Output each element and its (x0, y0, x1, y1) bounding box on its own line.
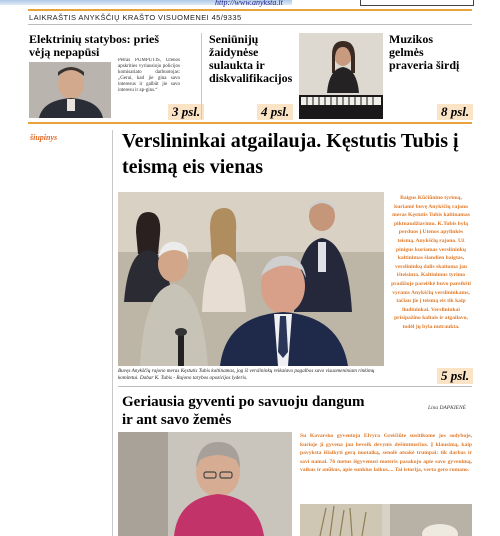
teaser-3-photo (299, 33, 383, 119)
teaser-rule (28, 122, 472, 124)
flowers-graphic (300, 504, 472, 536)
teaser-divider-1 (201, 33, 202, 119)
main-headline[interactable]: Verslininkai atgailauja. Kęstutis Tubis į teismą eis vienas (122, 130, 459, 178)
pianist-graphic (299, 33, 383, 119)
main-photo-caption: Buvęs Anykščių rajono meras Kęstutis Tubis kaltinamas, jog iš verslininkų reikalavo pagalbos savo visuomeniniam rinkimų komitetui. Dabar K. Tubis - Rajono tarybos opozicijos lyderis. (118, 368, 375, 381)
website-url[interactable]: http://www.anyksta.lt (215, 0, 283, 7)
court-scene-graphic (118, 192, 384, 366)
second-author: Lina DAPKIENĖ (428, 405, 467, 411)
teaser-2-page[interactable]: 4 psl. (257, 104, 293, 120)
issue-line: LAIKRAŠTIS ANYKŠČIŲ KRAŠTO VISUOMENEI 45/9335 (29, 13, 242, 22)
teaser-3-page[interactable]: 8 psl. (437, 104, 473, 120)
teaser-1-page[interactable]: 3 psl. (168, 104, 204, 120)
main-photo (118, 192, 384, 366)
elderly-woman-graphic (118, 432, 292, 536)
story-divider (118, 386, 472, 387)
teaser-1-title[interactable]: Elektrinių statybos: prieš vėją nepapūsi (29, 32, 160, 59)
header-rule-bottom (28, 24, 472, 25)
portrait-graphic (29, 62, 111, 118)
second-headline[interactable]: Geriausia gyventi po savuoju dangum ir ant savo žemės (122, 394, 365, 428)
teaser-3-title[interactable]: Muzikos gelmės praveria širdį (389, 32, 460, 72)
second-photo (118, 432, 292, 536)
teaser-2-title[interactable]: Seniūnijų žaidynėse sulaukta ir diskvalifikacijos (209, 32, 293, 85)
header-rule-top (28, 9, 472, 11)
main-page-tag[interactable]: 5 psl. (437, 368, 473, 384)
top-box (360, 0, 474, 6)
left-column-rule (112, 130, 113, 536)
second-photo-2 (300, 504, 472, 536)
teaser-1-body: Petras PUMPUTIS, Utenos apskrities vyriausiojo policijos komisariato darbuotojas: „Gerai, kad jie gina savo interesus ir galbūt jie savo interesu ir ap-gins.“ (118, 58, 180, 93)
section-kicker: šiupinys (30, 133, 58, 142)
teaser-1-photo (29, 62, 111, 118)
main-side-text: Baigus Kūčiūnino tyrimą, kuriamė buvę Anykščių rajono meras Kęstutis Tubis kaltinamas piktnaudžiavimu. K.Tubis bylą perduos į Utenos apylinkės teismą. Anykščių rajono. Už pinigus kuriamas verslininkų kaltinimas šiandien baigtas, verslininkų dalis skaitoma jau išteisinta. Kaltinimus tyrimo pradžioje pareiškė buvo pareikšti vyrams Anykščių verslininkams, tačiau jie į teismą eis tik kaip liudininkai. Verslininkai prisipažino kaltais ir atgailavo, todėl jų byla nutraukta. (391, 195, 471, 330)
second-body: Su Kavarsko gyventoja Elvyra Greičiūte susitikome jos sodyboje, kurioje ji gyvena jau beveik devynis dešimtmečius. Į klausimą, kaip pavyksta išlaikyti gerą nuotaiką, senolė atsakė trumpai: tik darbas ir savi namai. 76 metus išgyvenusi moteris pasakojo apie savo gyvenimą, vaikus ir anūkus, apie sunkius laikus.... Tai istorija, verta gero romano. (300, 433, 472, 474)
